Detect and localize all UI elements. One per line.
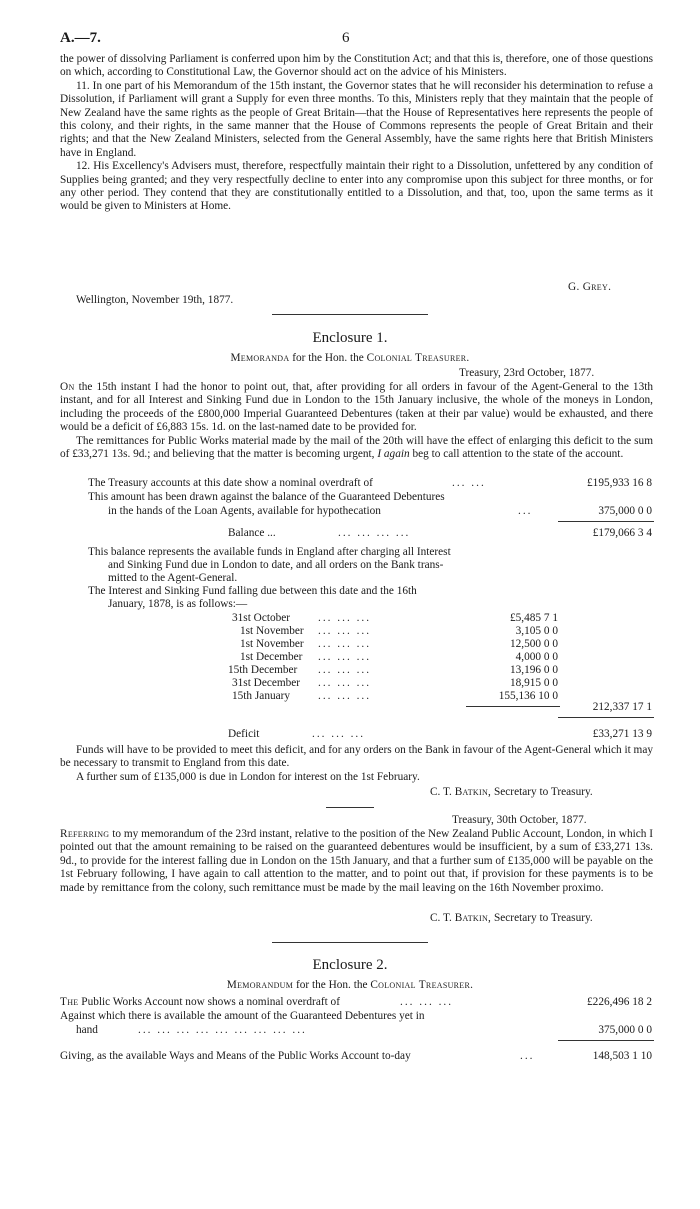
- balance-amount: £179,066 3 4: [592, 527, 652, 539]
- dateline-30-october: Treasury, 30th October, 1877.: [452, 814, 587, 826]
- schedule-amount: 18,915 0 0: [509, 677, 558, 689]
- enclosure-1-title: Enclosure 1.: [312, 330, 388, 346]
- schedule-date: 31st December: [232, 677, 301, 689]
- enclosure-2-title: Enclosure 2.: [312, 957, 388, 973]
- page-number: 6: [342, 30, 350, 46]
- interest-note-b: January, 1878, is as follows:—: [108, 598, 248, 610]
- schedule-amount: 4,000 0 0: [515, 651, 558, 663]
- dateline-wellington: Wellington, November 19th, 1877.: [76, 294, 234, 306]
- enc1-paragraph-2: The remittances for Public Works material made by the mail of the 20th will have the effect of enlarging this deficit to the sum of £33,271 13s. 9d.; and believing that the matter is becoming urgent, I again beg to call attention to the state of the account.: [60, 434, 653, 461]
- enclosure-1-memo-heading: Memoranda for the Hon. the Colonial Treasurer.: [230, 352, 470, 364]
- section-divider: [272, 314, 428, 315]
- enc1-closing: Funds will have to be provided to meet this deficit, and for any orders on the Bank in favour of the Agent-General which it may be necessary to transmit to England from this date. A further sum of £135,000 is due in London for interest on the 1st February.: [60, 744, 653, 783]
- intro-paragraph-11: 11. In one part of his Memorandum of the 15th instant, the Governor states that he will reconsider his determination to refuse a Dissolution, if Parliament will grant a Supply for even three months. To this, Ministers reply that they maintain that the people of New Zealand have the same rights as the people of Great Britain—that the House of Representatives here represents the people of this colony, and their rights, in the same manner that the House of Commons represents the people of Great Britain and their rights; and that the New Zealand Ministers, selected from the General Assembly, have the same rights here that British Ministers have in England.: [60, 79, 653, 159]
- signature-grey: G. Grey.: [568, 281, 612, 293]
- schedule-date: 31st October: [232, 612, 291, 624]
- schedule-total: 212,337 17 1: [592, 701, 652, 713]
- signature-batkin-1: C. T. Batkin, Secretary to Treasury.: [430, 786, 593, 798]
- debentures-line-a: This amount has been drawn against the balance of the Guaranteed Debentures: [88, 491, 445, 503]
- public-works-overdraft-amount: £226,496 18 2: [587, 996, 652, 1008]
- dateline-23-october: Treasury, 23rd October, 1877.: [459, 367, 595, 379]
- overdraft-line: The Treasury accounts at this date show a nominal overdraft of: [88, 477, 373, 489]
- overdraft-amount: £195,933 16 8: [587, 477, 652, 489]
- intro-section: [60, 53, 653, 214]
- balance-note-b: and Sinking Fund due in London to date, and all orders on the Bank trans-: [108, 559, 444, 571]
- debentures-line-b: in the hands of the Loan Agents, available for hypothecation: [108, 505, 381, 517]
- balance-note-c: mitted to the Agent-General.: [108, 572, 238, 584]
- schedule-amount: 155,136 10 0: [498, 690, 558, 702]
- enclosure-1-body: [60, 381, 653, 461]
- enc1-second-memo: Referring to my memorandum of the 23rd instant, relative to the position of the New Zealand Public Account, London, in which I pointed out that the amount remaining to be raised on the guaranteed debentures would be insufficient, by a sum of £33,271 13s. 9d., to provide for the interest falling due in London on the 15th January, and that a further sum of £135,000 will be payable on the 1st February following, I have again to call attention to the matter, and to point out that, if provision for these payments is to be made by remittance from the colony, such remittance must be made by the mail leaving on the 16th November proximo.: [60, 828, 653, 894]
- balance-note-a: This balance represents the available funds in England after charging all Interest: [88, 546, 451, 558]
- paper-reference: A.—7.: [60, 30, 101, 46]
- schedule-amount: 3,105 0 0: [515, 625, 558, 637]
- available-debentures-amount: 375,000 0 0: [598, 1024, 652, 1036]
- schedule-date: 15th January: [232, 690, 291, 702]
- schedule-date: 1st November: [240, 638, 304, 650]
- available-debentures-line-a: Against which there is available the amount of the Guaranteed Debentures yet in: [60, 1010, 425, 1022]
- schedule-amount: 13,196 0 0: [509, 664, 558, 676]
- ways-and-means-amount: 148,503 1 10: [592, 1050, 652, 1062]
- intro-paragraph-12: 12. His Excellency's Advisers must, therefore, respectfully maintain their right to a Dissolution, unfettered by any condition of Supplies being granted; and they very respectfully decline to enter into any compromise upon this subject for three months, or for any other period. They contend that they are constitutionally entitled to a Dissolution, and that, too, upon the same terms as it would be given to Ministers at Home.: [60, 160, 653, 213]
- section-divider: [272, 942, 428, 943]
- deficit-amount: £33,271 13 9: [592, 728, 652, 740]
- balance-label: Balance ...: [228, 527, 276, 539]
- available-debentures-line-b: hand: [76, 1024, 98, 1036]
- debentures-amount: 375,000 0 0: [598, 505, 652, 517]
- document-page: A.—7. 6 the power of dissolving Parliament is conferred upon him by the Constitution Act; and that this is, therefore, one of those questions on which, according to Constitutional Law, the Governor should act on the advice of his Ministers. 11. In one part of his Memorandum of the 15th instant, the Governor states that he will reconsider his determination to refuse a Dissolution, if Parliament will grant a Supply for even three months. To this, Ministers reply that they maintain that the people of New Zealand have the same rights as the people of Great Britain—that the House of Representatives here represents the people of this colony, and their rights, in the same manner that the House of Commons represents the people of Great Britain and their rights; and that the New Zealand Ministers, selected from the General Assembly, have the same rights here that British Ministers have in England. 12. His Excellency's Advisers must, therefore, respectfully maintain their right to a Dissolution, unfettered by any condition of Supplies being granted; and they very respectfully decline to enter into any compromise upon this subject for three months, or for any other period. They contend that they are constitutionally entitled to a Dissolution, and that, too, upon the same terms as it would be given to Ministers at Home. G. Grey. Wellington, November 19th, 1877. Enclosure 1. Memoranda for the Hon. the Colonial Treasurer. Treasury, 23rd October, 1877. On the 15th instant I had the honor to point out, that, after providing for all orders in favour of the Agent-General to the 13th instant, and for all Interest and Sinking Fund due in London to the 15th January inclusive, the whole of the moneys in London, including the proceeds of the £800,000 Imperial Guaranteed Debentures (taken at their par value) would be exhausted, and there would be a deficit of £6,883 15s. 1d. on the last-named date to be provided for. The remittances for Public Works material made by the mail of the 20th will have the effect of enlarging this deficit to the sum of £33,271 13s. 9d.; and believing that the matter is becoming urgent, I again beg to call attention to the state of the account. The Treasury accounts at this date show a nominal overdraft of ... ... £195,933 16 8 This amount has been drawn against the balance of the Guaranteed Debentures in the hands of the Loan Agents, available for hypothecation ... 375,000 0 0 Balance ... ... ... ... ... £179,066 3 4 This balance represents the available funds in England after charging all Interest and Sinking Fund due in London to date, and all orders on the Bank trans- mitted to the Agent-General. The Interest and Sinking Fund falling due between this date and the 16th January, 1878, is as follows:— 31st October 1st November 1st November 1st December 15th December 31st December 15th January ... ... ... ... ... ... ... ... ... ... ... ... ... ... ... ... ... ... ... ... ... £5,485 7 1 3,105 0 0 12,500 0 0 4,000 0 0 13,196 0 0 18,915 0 0 155,136 10 0 212,337 17 1 Deficit ... ... ... £33,271 13 9 Funds will have to be provided to meet this deficit, and for any orders on the Bank in favour of the Agent-General which it may be necessary to transmit to England from this date. A further sum of £135,000 is due in London for interest on the 1st February. C. T. Batkin, Secretary to Treasury. Treasury, 30th October, 1877. Referring to my memorandum of the 23rd instant, relative to the position of the New Zealand Public Account, London, in which I pointed out that the amount remaining to be raised on the guaranteed debentures would be insufficient, by a sum of £33,271 13s. 9d., to provide for the interest falling due in London on the 15th January, and that a further sum of £135,000 will be payable on the 1st February following, I have again to call attention to the matter, and to point out that, if provision for these payments is to be made by remittance from the colony, such remittance must be made by the mail leaving on the 16th November proximo. C. T. Batkin, Secretary to Treasury. Enclosure 2. Memorandum for the Hon. the Colonial Treasurer. The Public Works Account now shows a nominal overdraft of ... ... ... £226,496 18 2 Against which there is available the amount of the Guaranteed Debentures yet in hand ... ... ... ... ... ... ... ... ... 375,000 0 0 Giving, as the available Ways and Means of the Public Works Account to-day ... 148,503 1 10: [0, 0, 700, 1209]
- intro-paragraph-1: the power of dissolving Parliament is conferred upon him by the Constitution Act; and that this is, therefore, one of those questions on which, according to Constitutional Law, the Governor should act on the advice of his Ministers.: [60, 53, 653, 79]
- ways-and-means-line: Giving, as the available Ways and Means of the Public Works Account to-day: [60, 1050, 411, 1062]
- schedule-date: 1st December: [240, 651, 303, 663]
- schedule-date: 15th December: [228, 664, 298, 676]
- schedule-date: 1st November: [240, 625, 304, 637]
- enclosure-2-memo-heading: Memorandum for the Hon. the Colonial Treasurer.: [226, 979, 474, 991]
- enc1-paragraph-1: On the 15th instant I had the honor to point out, that, after providing for all orders in favour of the Agent-General to the 13th instant, and for all Interest and Sinking Fund due in London to the 15th January inclusive, the whole of the moneys in London, including the proceeds of the £800,000 Imperial Guaranteed Debentures (taken at their par value) would be exhausted, and there would be a deficit of £6,883 15s. 1d. on the last-named date to be provided for.: [60, 381, 653, 434]
- public-works-overdraft-line: The Public Works Account now shows a nominal overdraft of: [60, 996, 340, 1008]
- interest-note-a: The Interest and Sinking Fund falling due between this date and the 16th: [88, 585, 417, 597]
- deficit-label: Deficit: [228, 728, 260, 740]
- schedule-amount: 12,500 0 0: [509, 638, 558, 650]
- signature-batkin-2: C. T. Batkin, Secretary to Treasury.: [430, 912, 593, 924]
- schedule-amount: £5,485 7 1: [509, 612, 558, 624]
